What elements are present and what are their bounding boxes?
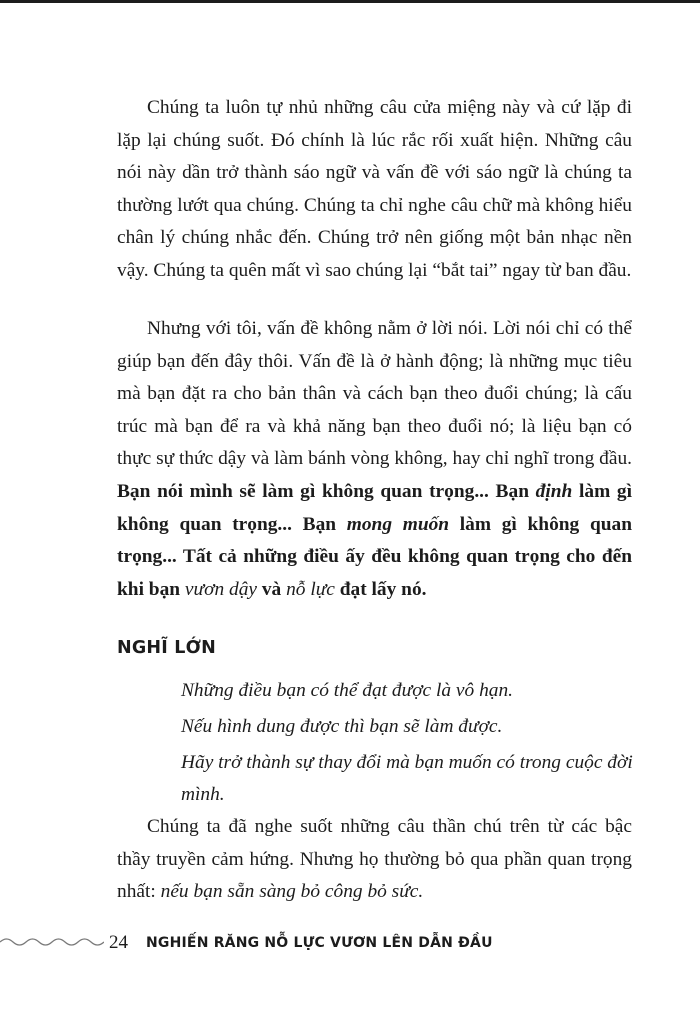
paragraph-2-bold-text-5: đạt lấy nó. (334, 578, 427, 600)
paragraph-2-italic-no-luc: nỗ lực (286, 578, 335, 600)
quote-item: Những điều bạn có thể đạt được là vô hạn. (181, 680, 514, 701)
section-heading: NGHĨ LỚN (117, 638, 216, 658)
quote-item: Nếu hình dung được thì bạn sẽ làm được. (181, 716, 503, 737)
body-paragraph-1: Chúng ta luôn tự nhủ những câu cửa miệng này và cứ lặp đi lặp lại chúng suốt. Đó chính là lúc rắc rối xuất hiện. Những câu nói này dần trở thành sáo ngữ và vấn đề với sáo ngữ là chúng ta thường lướt qua chúng. Chúng ta chỉ nghe câu chữ mà không hiểu chân lý chúng nhắc đến. Chúng trở nên giống một bản nhạc nền vậy. Chúng ta quên mất vì sao chúng lại “bắt tai” ngay từ ban đầu. (117, 97, 632, 281)
wave-ornament-icon (0, 935, 104, 949)
quote-item: Hãy trở thành sự thay đổi mà bạn muốn có trong cuộc đời mình. (181, 752, 633, 805)
running-title: NGHIẾN RĂNG NỖ LỰC VƯƠN LÊN DẪN ĐẦU (146, 935, 493, 951)
paragraph-2-bold-text-2: làm gì không quan trọng... Bạn (117, 480, 632, 535)
paragraph-3-plain-text: Chúng ta đã nghe suốt những câu thần chú trên từ các bậc thầy truyền cảm hứng. Nhưng họ thường bỏ qua phần quan trọng nhất: (117, 816, 632, 903)
page-number: 24 (109, 932, 128, 953)
paragraph-2-italic-vuon-day: vươn dậy (184, 578, 257, 600)
body-paragraph-2 (117, 313, 632, 606)
paragraph-2-bold-italic-mong-muon: mong muốn (346, 513, 450, 535)
body-paragraph-3 (117, 811, 632, 909)
paragraph-2-bold-italic-dinh: định (535, 480, 573, 502)
paragraph-2-bold-text-4: và (257, 578, 287, 600)
paragraph-3-italic-text: nếu bạn sẵn sàng bỏ công bỏ sức. (160, 881, 424, 903)
paragraph-2-plain-text: Nhưng với tôi, vấn đề không nằm ở lời nói. Lời nói chỉ có thể giúp bạn đến đây thôi. Vấn đề là ở hành động; là những mục tiêu mà bạn đặt ra cho bản thân và cách bạn theo đuổi chúng; là cấu trúc mà bạn để ra và khả năng bạn theo đuổi nó; là liệu bạn có thực sự thức dậy và làm bánh vòng không, hay chỉ nghĩ trong đầu. (117, 318, 632, 470)
paragraph-2-bold-text-1: Bạn nói mình sẽ làm gì không quan trọng... Bạn (117, 480, 536, 502)
paragraph-2-bold-text-3: làm gì không quan trọng... Tất cả những điều ấy đều không quan trọng cho đến khi bạn (117, 513, 632, 600)
page-footer (0, 929, 700, 959)
quote-list (181, 675, 633, 815)
